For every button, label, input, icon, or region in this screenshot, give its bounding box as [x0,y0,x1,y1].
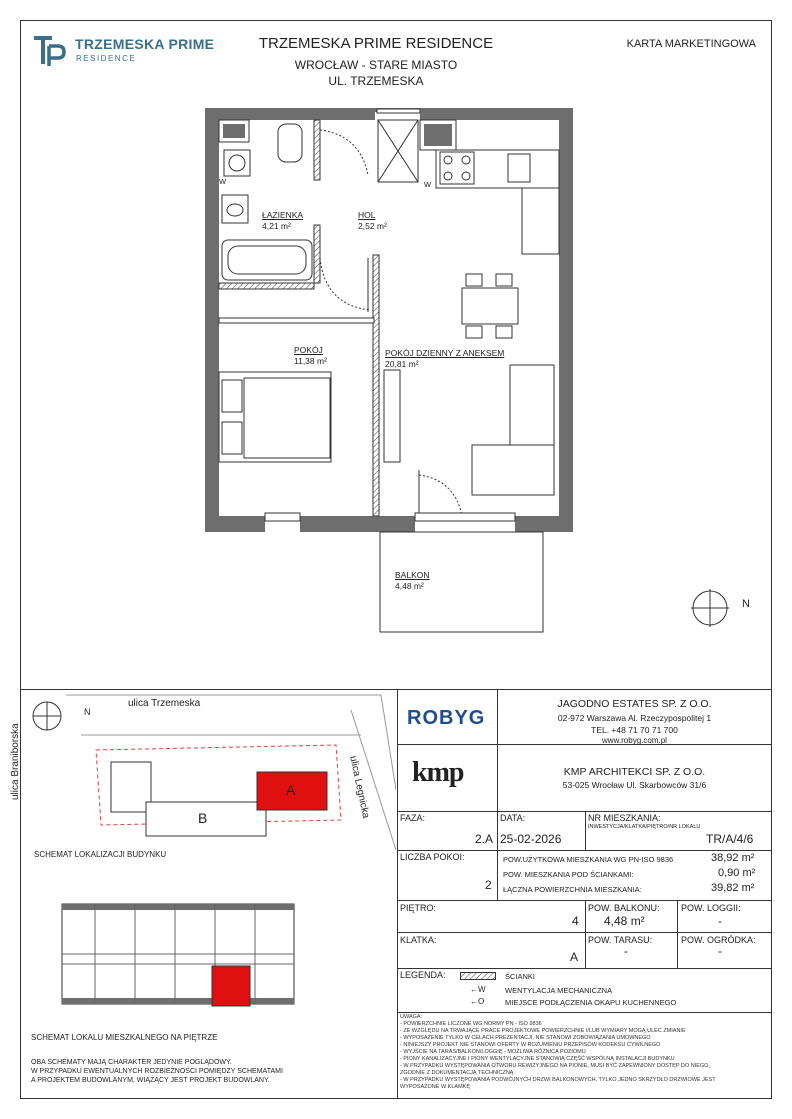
note-10: WYPOSAŻONE W KLAMKĘ [400,1084,470,1090]
room-hall-name: HOL [358,210,376,220]
note-8: ZGODNIE Z DOKUMENTACJĄ TECHNICZNĄ [400,1070,514,1076]
notes-block [400,1014,716,1091]
room-bedroom-name: POKÓJ [294,345,323,355]
area-row-2-value: 0,90 m² [718,867,756,879]
brand-sub: RESIDENCE [76,54,137,63]
legend-item-walls: ŚCIANKI [505,972,536,981]
page-title: TRZEMESKA PRIME RESIDENCE [258,35,494,52]
note-0: UWAGA: [400,1014,423,1020]
disclaimer-1: OBA SCHEMATY MAJĄ CHARAKTER JEDYNIE POGLĄDOWY. [31,1059,232,1066]
col-line-3 [585,900,586,968]
area-row-3-label: ŁĄCZNA POWIERZCHNIA MIESZKANIA: [503,885,642,894]
klatka-value: A [570,950,579,964]
brand-name: TRZEMESKA PRIME [75,36,215,52]
legend-key-o: ←O [470,997,485,1006]
room-bedroom [294,345,327,367]
location-schema [21,690,396,860]
area-row-2-label: POW. MIESZKANIA POD ŚCIANKAMI: [503,870,634,879]
legend-item-vent: WENTYLACJA MECHANICZNA [505,986,613,995]
room-living-area: 20,81 m² [385,359,419,369]
taras-label: POW. TARASU: [588,935,653,945]
col-line-4 [677,900,678,968]
street-left: ulica Braniborska [10,723,21,800]
nr-value: TR/A/4/6 [706,832,754,846]
area-row-1-value: 38,92 m² [711,852,755,864]
floor-caption: SCHEMAT LOKALU MIESZKALNEGO NA PIĘTRZE [31,1033,218,1042]
room-bathroom [262,210,303,232]
loggia-value: - [718,914,722,928]
data-value: 25-02-2026 [500,832,562,846]
developer-phone: TEL. +48 71 70 71 700 [591,725,678,735]
city-line: WROCŁAW - STARE MIASTO [294,58,458,72]
row-line-3 [397,850,772,851]
note-3: - WYPOSAŻENIE TYLKO W CELACH PREZENTACJI, NIE STANOWI ZOBOWIĄZANIA UMOWNEGO [400,1035,651,1041]
room-balcony [395,570,430,592]
row-line-6 [397,968,772,969]
robyg-logo: ROBYG [407,707,486,729]
note-1: - POWIERZCHNIE LICZONE WG NORMY PN - ISO 9836 [400,1021,542,1027]
room-balcony-area: 4,48 m² [395,581,424,591]
street-line: UL. TRZEMESKA [328,74,424,88]
note-4: - NINIEJSZY PROJEKT NIE STANOWI OFERTY W ROZUMIENIU PRZEPISÓW KODEKSU CYWILNEGO [400,1042,661,1048]
area-row-3-value: 39,82 m² [711,882,755,894]
nr-sublabel: INWESTYCJA/KLATKA/PIĘTRO/NR LOKALU [588,824,701,830]
room-living [385,348,504,370]
disclaimer-3: A PROJEKTEM BUDOWLANYM, WIĄŻĄCY JEST PROJEKT BUDOWLANY. [31,1077,270,1084]
pietro-value: 4 [572,914,579,928]
taras-value: - [624,944,628,958]
klatka-label: KLATKA: [400,935,437,945]
developer-web: www.robyg.com.pl [602,736,667,745]
legend-item-hood: MIEJSCE PODŁĄCZENIA OKAPU KUCHENNEGO [505,998,677,1007]
faza-value: 2.A [475,832,494,846]
building-b-label: B [198,810,208,826]
vent-mark-kitchen: W [424,180,432,189]
loggia-label: POW. LOGGII: [681,903,741,913]
room-bathroom-name: ŁAZIENKA [262,210,304,220]
room-living-name: POKÓJ DZIENNY Z ANEKSEM [385,348,505,358]
faza-label: FAZA: [400,813,426,823]
vent-mark-bath: W [219,177,227,186]
balkon-value: 4,48 m² [604,914,645,928]
pokoje-label: LICZBA POKOI: [400,852,465,862]
room-hall-area: 2,52 m² [358,221,387,231]
col-line-2 [585,811,586,850]
note-9: - W PRZYPADKU WYSTĘPOWANIA PODWÓJNYCH DRZWI BALKONOWYCH, TYLKO JEDNO SKRZYDŁO DRZWIOWE JEST [400,1077,716,1083]
legend-label: LEGENDA: [400,970,446,980]
ogrodek-value: - [718,944,722,958]
legend-key-o-text: O [478,997,485,1006]
table-divider [397,689,398,1099]
row-line-7 [397,1012,772,1013]
balkon-label: POW. BALKONU: [588,903,660,913]
nr-label: NR MIESZKANIA: [588,813,661,823]
legend-key-w: ←W [470,985,486,994]
building-a-label: A [286,782,296,798]
north-label: N [742,598,750,610]
legend-key-w-text: W [478,985,486,994]
area-row-1-label: POW.UŻYTKOWA MIESZKANIA WG PN-ISO 9836 [503,855,674,864]
room-bathroom-area: 4,21 m² [262,221,291,231]
north-arrow-icon [690,588,735,633]
architect-name: KMP ARCHITEKCI SP. Z O.O. [563,766,706,778]
floor-schema [40,888,300,1018]
wall-hatch-icon [460,972,496,980]
kmp-logo: kmp [412,757,464,788]
north-label-small: N [84,707,91,717]
architect-address: 53-025 Wrocław Ul. Skarbowców 31/6 [562,780,707,790]
pietro-label: PIĘTRO: [400,903,437,913]
street-right: ulica Legnicka [347,755,372,820]
developer-name: JAGODNO ESTATES SP. Z O.O. [557,698,712,710]
doc-type: KARTA MARKETINGOWA [626,38,756,50]
pokoje-value: 2 [485,878,492,892]
note-2: - ZE WZGLĘDU NA TRWAJĄCE PRACE PROJEKTOWE POWIERZCHNIE I/LUB WYMIARY MOGĄ ULEC ZMIANIE [400,1028,686,1034]
note-6: - PIONY KANALIZACYJNE I PIONY WENTYLACYJNE STANOWIĄ CZĘŚĆ WSPÓLNĄ INSTALACJI BUDYNKU [400,1056,675,1062]
note-7: - W PRZYPADKU WYSTĘPOWANIA OTWORU REWIZYJNEGO NA PIONIE, MUSI BYĆ ZAPEWNIONY DOSTĘP DO NIEGO, [400,1063,710,1069]
developer-address: 02-972 Warszawa Al. Rzeczypospolitej 1 [557,713,712,723]
note-5: - WYJŚCIE NA TARAS/BALKON/LOGGIĘ - MOŻLIWA RÓŻNICA POZIOMU [400,1049,586,1055]
room-balcony-name: BALKON [395,570,430,580]
disclaimer-2: W PRZYPADKU EWENTUALNYCH ROZBIEŻNOŚCI POMIĘDZY SCHEMATAMI [31,1068,283,1075]
ogrodek-label: POW. OGRÓDKA: [681,935,756,945]
col-line-1 [497,811,498,900]
room-hall [358,210,387,232]
data-label: DATA: [500,813,526,823]
room-bedroom-area: 11,38 m² [294,356,327,366]
street-top: ulica Trzemeska [128,698,201,709]
location-caption: SCHEMAT LOKALIZACJI BUDYNKU [34,850,167,859]
